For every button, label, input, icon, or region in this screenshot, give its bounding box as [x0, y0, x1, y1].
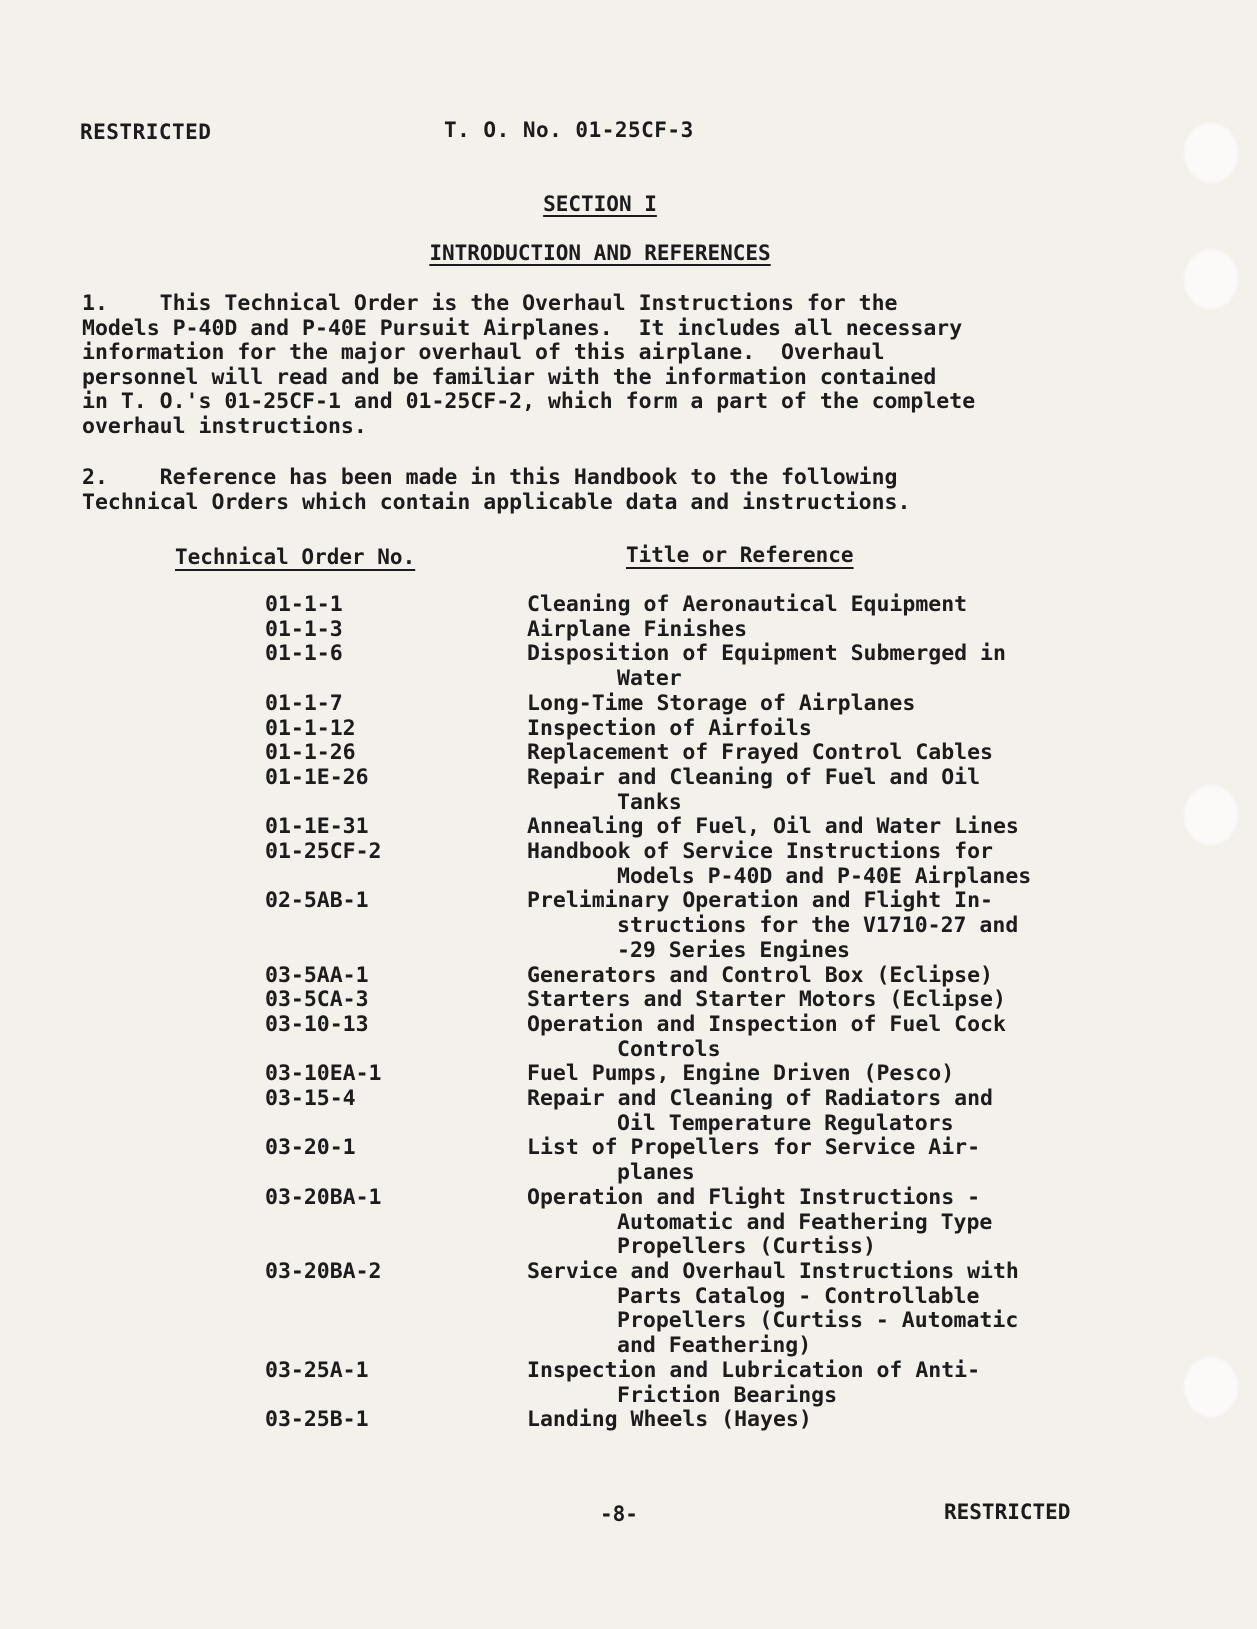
technical-order-number: 01-1-26 [265, 740, 356, 766]
technical-order-number: 03-25A-1 [265, 1357, 369, 1383]
reference-title [527, 618, 1127, 643]
title-line: Cleaning of Aeronautical Equipment [527, 592, 968, 617]
table-row [0, 642, 1257, 691]
reference-title [527, 1013, 1127, 1062]
technical-order-number: 01-1E-26 [265, 764, 369, 790]
table-row [0, 766, 1257, 815]
title-line: Inspection and Lubrication of Anti- [527, 1357, 981, 1383]
table-row [0, 692, 1257, 717]
reference-title [527, 889, 1127, 963]
reference-title [527, 815, 1127, 840]
title-line: Repair and Cleaning of Fuel and Oil [527, 764, 981, 790]
page-number: -8- [600, 1502, 638, 1526]
title-continuation-line: Propellers (Curtiss - Automatic [617, 1308, 1019, 1334]
column-header-title: Title or Reference [626, 543, 854, 567]
table-row [0, 889, 1257, 963]
table-row [0, 1408, 1257, 1433]
technical-order-number: 01-1-12 [265, 715, 356, 741]
table-row [0, 988, 1257, 1013]
technical-order-number: 03-25B-1 [265, 1407, 369, 1433]
reference-title [527, 593, 1127, 618]
table-row [0, 1359, 1257, 1408]
title-continuation-line: and Feathering) [617, 1333, 812, 1359]
technical-order-number: 01-1-7 [265, 690, 343, 716]
reference-title [527, 692, 1127, 717]
table-row [0, 618, 1257, 643]
title-line: Annealing of Fuel, Oil and Water Lines [527, 814, 1019, 840]
title-continuation-line: Automatic and Feathering Type [617, 1209, 993, 1235]
title-line: Preliminary Operation and Flight In- [527, 888, 993, 914]
title-line: Replacement of Frayed Control Cables [527, 740, 993, 766]
reference-title [527, 766, 1127, 815]
table-row [0, 1087, 1257, 1136]
reference-title [527, 1087, 1127, 1136]
table-row [0, 1013, 1257, 1062]
reference-title [527, 988, 1127, 1013]
header-to-number: T. O. No. 01-25CF-3 [444, 118, 694, 142]
table-row [0, 1062, 1257, 1087]
table-row [0, 1186, 1257, 1260]
paragraph-2: 2. Reference has been made in this Handbook to the following Technical Orders which contain applicable data and instructions. [82, 465, 911, 515]
reference-title [527, 741, 1127, 766]
title-line: Operation and Inspection of Fuel Cock [527, 1011, 1006, 1037]
technical-order-number: 03-20BA-1 [265, 1184, 382, 1210]
title-line: Long-Time Storage of Airplanes [527, 690, 916, 716]
table-row [0, 1136, 1257, 1185]
title-continuation-line: Controls [617, 1036, 721, 1062]
paragraph-1: 1. This Technical Order is the Overhaul Instructions for the Models P-40D and P-40E Pursuit Airplanes. It includes all necessary information for the major overhaul of this airplane. Overhaul personnel will read and be familiar with the information contained in T. O.'s 01-25CF-1 and 01-25CF-2, which form a part of the complete overhaul instructions. [82, 291, 976, 439]
header-restricted: RESTRICTED [80, 120, 212, 144]
binder-hole [1183, 122, 1239, 184]
title-line: Landing Wheels (Hayes) [527, 1407, 812, 1433]
table-row [0, 717, 1257, 742]
technical-order-number: 01-25CF-2 [265, 839, 382, 865]
title-line: Starters and Starter Motors (Eclipse) [527, 987, 1006, 1013]
technical-order-number: 03-10-13 [265, 1011, 369, 1037]
table-row [0, 815, 1257, 840]
title-line: Airplane Finishes [527, 616, 748, 642]
reference-title [527, 1408, 1127, 1433]
title-line: Operation and Flight Instructions - [527, 1184, 981, 1210]
title-continuation-line: Oil Temperature Regulators [617, 1110, 954, 1136]
table-row [0, 741, 1257, 766]
reference-title [527, 1136, 1127, 1185]
table-row [0, 593, 1257, 618]
title-continuation-line: Water [617, 666, 682, 692]
title-continuation-line: Models P-40D and P-40E Airplanes [617, 863, 1032, 889]
reference-title [527, 1062, 1127, 1087]
table-row [0, 964, 1257, 989]
reference-title [527, 1260, 1127, 1359]
technical-order-number: 01-1-3 [265, 616, 343, 642]
reference-title [527, 1359, 1127, 1408]
technical-order-number: 03-15-4 [265, 1086, 356, 1112]
technical-order-number: 03-5AA-1 [265, 962, 369, 988]
technical-order-number: 03-20-1 [265, 1135, 356, 1161]
table-row [0, 1260, 1257, 1359]
title-line: Inspection of Airfoils [527, 715, 812, 741]
reference-title [527, 964, 1127, 989]
technical-order-number: 03-20BA-2 [265, 1258, 382, 1284]
title-line: Handbook of Service Instructions for [527, 839, 993, 865]
title-continuation-line: Tanks [617, 789, 682, 815]
reference-title [527, 642, 1127, 691]
table-row [0, 840, 1257, 889]
section-title: SECTION I [543, 192, 657, 216]
title-line: Fuel Pumps, Engine Driven (Pesco) [527, 1061, 955, 1087]
title-line: List of Propellers for Service Air- [527, 1135, 981, 1161]
title-continuation-line: Parts Catalog - Controllable [617, 1283, 980, 1309]
footer-restricted: RESTRICTED [944, 1500, 1071, 1524]
technical-order-number: 03-10EA-1 [265, 1061, 382, 1087]
column-header-to-number: Technical Order No. [175, 545, 416, 569]
technical-order-number: 01-1-6 [265, 641, 343, 667]
section-subtitle: INTRODUCTION AND REFERENCES [429, 241, 771, 265]
technical-order-number: 01-1-1 [265, 592, 343, 617]
title-line: Repair and Cleaning of Radiators and [527, 1086, 993, 1112]
reference-table [0, 593, 1257, 1433]
title-line: Disposition of Equipment Submerged in [527, 641, 1006, 667]
reference-title [527, 717, 1127, 742]
technical-order-number: 01-1E-31 [265, 814, 369, 840]
title-continuation-line: -29 Series Engines [617, 937, 850, 963]
title-continuation-line: structions for the V1710-27 and [617, 913, 1019, 939]
title-continuation-line: Propellers (Curtiss) [617, 1234, 876, 1260]
reference-title [527, 840, 1127, 889]
title-continuation-line: planes [617, 1160, 695, 1186]
technical-order-number: 03-5CA-3 [265, 987, 369, 1013]
technical-order-number: 02-5AB-1 [265, 888, 369, 914]
reference-title [527, 1186, 1127, 1260]
title-continuation-line: Friction Bearings [617, 1382, 838, 1408]
title-line: Service and Overhaul Instructions with [527, 1258, 1019, 1284]
title-line: Generators and Control Box (Eclipse) [527, 962, 993, 988]
